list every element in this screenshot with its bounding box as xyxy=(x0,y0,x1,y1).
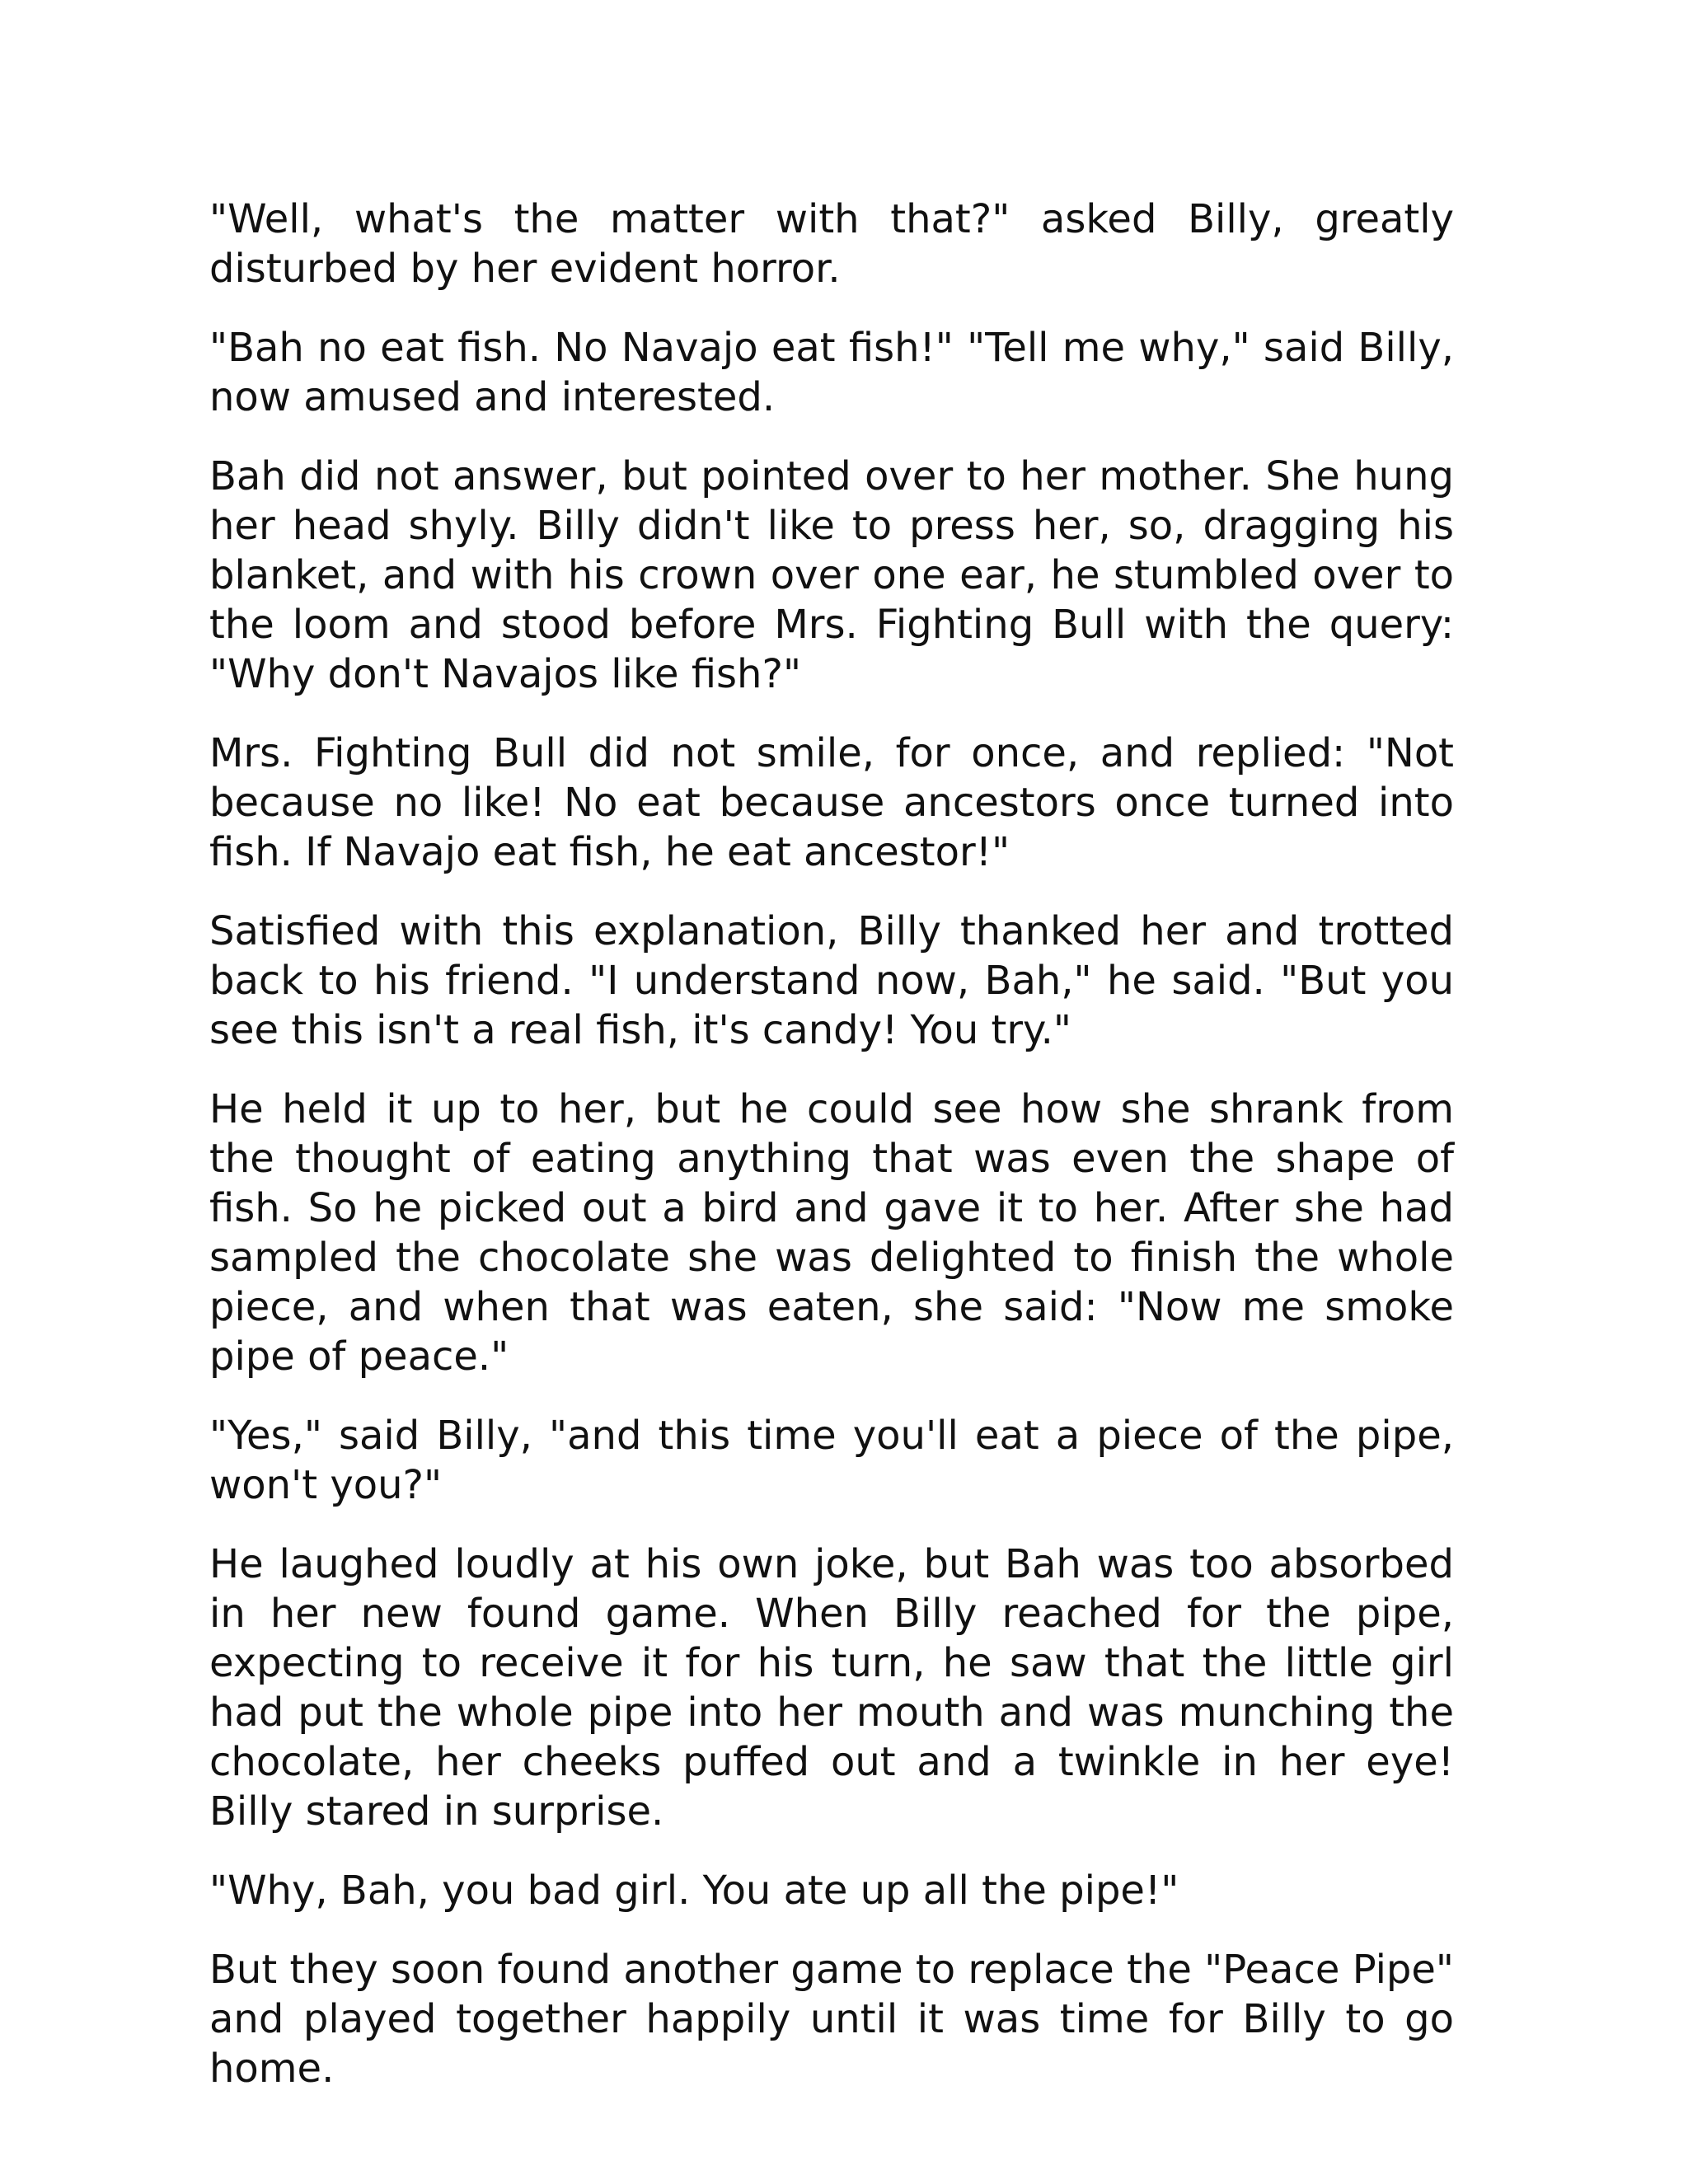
paragraph: "Yes," said Billy, "and this time you'll eat a piece of the pipe, won't you?" xyxy=(209,1413,1454,1508)
paragraph: He held it up to her, but he could see how she shrank from the thought of eating anything that was even the shape of fish. So he picked out a bird and gave it to her. After she had sampled the chocolate she was delighted to finish the whole piece, and when that was eaten, she said: "Now me smoke pipe of peace." xyxy=(209,1086,1454,1380)
paragraph: Mrs. Fighting Bull did not smile, for once, and replied: "Not because no like! No eat because ancestors once turned into fish. If Navajo eat fish, he eat ancestor!" xyxy=(209,730,1454,875)
document-page xyxy=(209,194,1454,2123)
paragraph: But they soon found another game to replace the "Peace Pipe" and played together happily until it was time for Billy to go home. xyxy=(209,1947,1454,2092)
paragraph: "Why, Bah, you bad girl. You ate up all the pipe!" xyxy=(209,1868,1179,1914)
paragraph: He laughed loudly at his own joke, but Bah was too absorbed in her new found game. When Billy reached for the pipe, expecting to receive it for his turn, he saw that the little girl had put the whole pipe into her mouth and was munching the chocolate, her cheeks puffed out and a twinkle in her eye! Billy stared in surprise. xyxy=(209,1541,1454,1835)
paragraph: "Bah no eat fish. No Navajo eat fish!" "Tell me why," said Billy, now amused and interested. xyxy=(209,325,1454,420)
paragraph: Satisfied with this explanation, Billy thanked her and trotted back to his friend. "I understand now, Bah," he said. "But you see this isn't a real fish, it's candy! You try." xyxy=(209,908,1454,1053)
paragraph: "Well, what's the matter with that?" asked Billy, greatly disturbed by her evident horror. xyxy=(209,196,1454,292)
paragraph: Bah did not answer, but pointed over to her mother. She hung her head shyly. Billy didn't like to press her, so, dragging his blanket, and with his crown over one ear, he stumbled over to the loom and stood before Mrs. Fighting Bull with the query: "Why don't Navajos like fish?" xyxy=(209,453,1454,697)
